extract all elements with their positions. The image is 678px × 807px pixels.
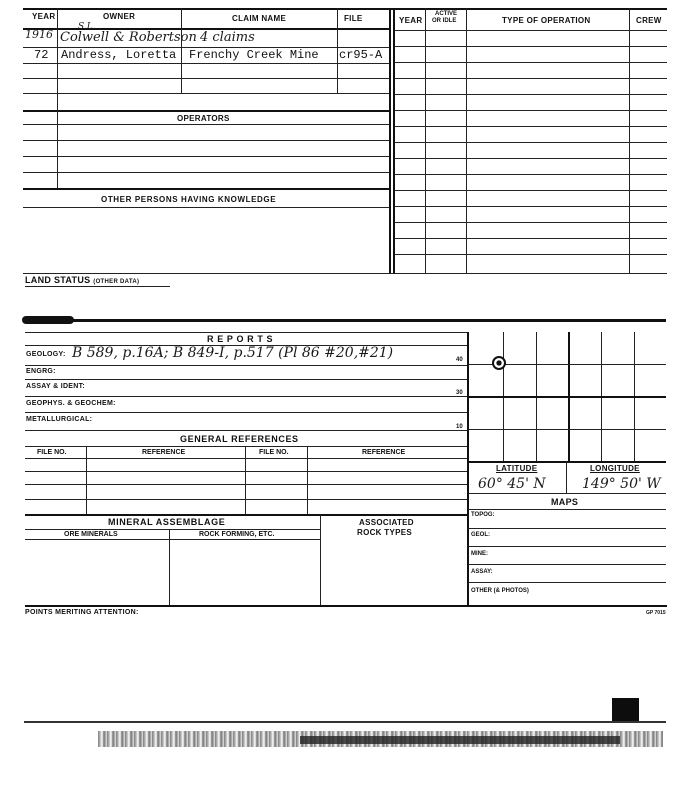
ops-col-active-1: ACTIVE — [435, 11, 458, 17]
latitude-value: 60° 45' N — [478, 476, 546, 492]
metallurgical-label: METALLURGICAL: — [26, 416, 93, 423]
num-30: 30 — [456, 390, 463, 396]
reports-heading: R E P O R T S — [207, 334, 274, 344]
ore-minerals: ORE MINERALS — [64, 531, 118, 538]
maps-mine: MINE: — [471, 551, 488, 557]
land-status-text: LAND STATUS — [25, 275, 91, 285]
ops-col-crew: CREW — [636, 16, 662, 25]
file-no-1: FILE NO. — [37, 449, 67, 456]
scan-noise-dark — [300, 736, 620, 744]
scan-block — [612, 698, 639, 723]
col-claim-name: CLAIM NAME — [232, 14, 287, 23]
hand-year: 1916 — [25, 28, 53, 41]
points-label: POINTS MERITING ATTENTION: — [25, 609, 139, 616]
row-owner: Andress, Loretta — [61, 48, 177, 62]
maps-geol: GEOL: — [471, 532, 490, 538]
scan-smudge — [22, 316, 74, 324]
assay-label: ASSAY & IDENT: — [26, 383, 86, 390]
hand-owner: Colwell & Robertson — [60, 30, 197, 45]
ops-col-active-2: OR IDLE — [432, 18, 457, 24]
col-owner: OWNER — [103, 12, 136, 21]
geophys-label: GEOPHYS. & GEOCHEM: — [26, 400, 116, 407]
num-40: 40 — [456, 357, 463, 363]
col-year: YEAR — [32, 12, 56, 21]
operators-heading: OPERATORS — [177, 114, 230, 123]
reference-1: REFERENCE — [142, 449, 186, 456]
num-10: 10 — [456, 424, 463, 430]
ops-col-year: YEAR — [399, 16, 423, 25]
col-file: FILE — [344, 14, 363, 23]
file-no-2: FILE NO. — [259, 449, 289, 456]
geology-label: GEOLOGY: — [26, 351, 66, 358]
scan-strip-line — [24, 721, 666, 723]
mineral-heading: MINERAL ASSEMBLAGE — [108, 517, 226, 527]
maps-heading: MAPS — [551, 497, 579, 507]
assoc-line1: ASSOCIATED — [359, 518, 414, 527]
form-code: GP 7015 — [646, 610, 666, 616]
maps-assay: ASSAY: — [471, 569, 493, 575]
longitude-label: LONGITUDE — [590, 464, 640, 473]
rock-forming: ROCK FORMING, ETC. — [199, 531, 275, 538]
hand-claim: 4 claims — [200, 30, 255, 45]
scan-bar — [25, 319, 666, 322]
maps-topog: TOPOG: — [471, 512, 495, 518]
other-persons-heading: OTHER PERSONS HAVING KNOWLEDGE — [101, 195, 277, 204]
general-refs-heading: GENERAL REFERENCES — [180, 434, 299, 444]
longitude-value: 149° 50' W — [582, 476, 661, 492]
geology-value: B 589, p.16A; B 849-I, p.517 (Pl 86 #20,#21) — [72, 345, 394, 361]
land-status-sub: (OTHER DATA) — [93, 279, 140, 285]
row-year: 72 — [34, 48, 49, 62]
ops-col-type: TYPE OF OPERATION — [502, 16, 591, 25]
assoc-line2: ROCK TYPES — [357, 528, 413, 537]
row-file: cr95-A — [339, 48, 383, 62]
reference-2: REFERENCE — [362, 449, 406, 456]
row-claim: Frenchy Creek Mine — [189, 48, 319, 62]
engrg-label: ENGRG: — [26, 368, 56, 375]
maps-other: OTHER (& PHOTOS) — [471, 588, 529, 594]
land-status-label — [25, 275, 139, 285]
hand-initials: S.L. — [78, 22, 96, 32]
latitude-label: LATITUDE — [496, 464, 538, 473]
location-marker-icon — [492, 356, 506, 370]
